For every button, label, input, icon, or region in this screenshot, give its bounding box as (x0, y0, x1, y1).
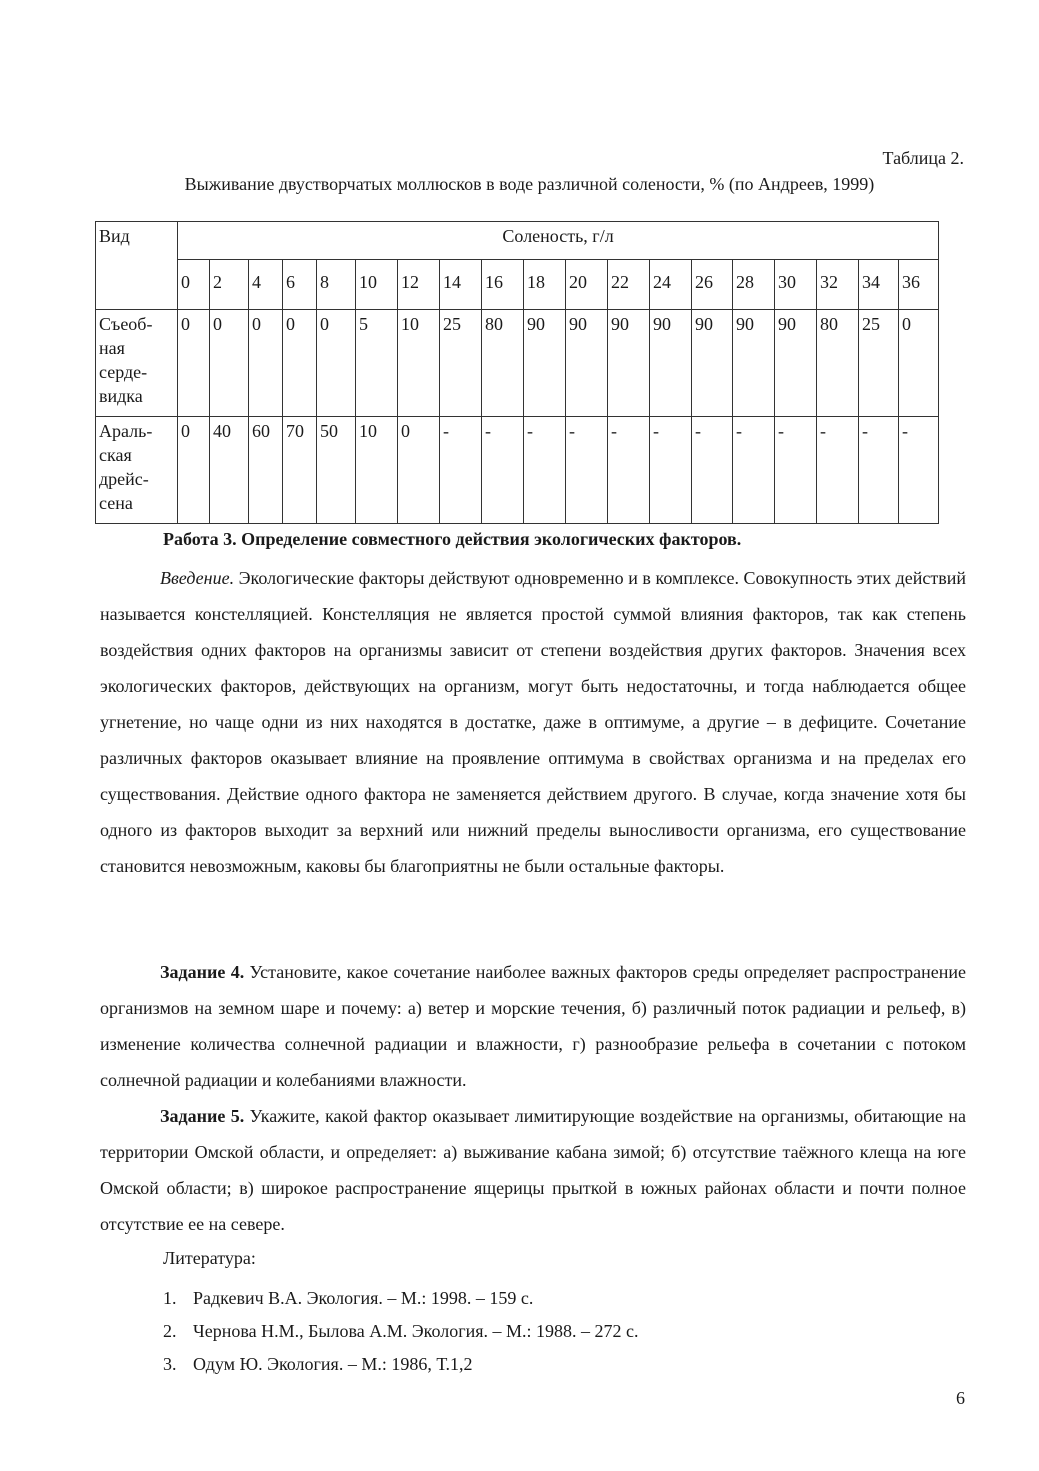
value-cell: 80 (482, 310, 524, 417)
value-cell: - (899, 417, 939, 524)
intro-label: Введение. (160, 568, 235, 588)
task4-text: Установите, какое сочетание наиболее важных факторов среды определяет распространение организмов на земном шаре и почему: а) ветер и морские течения, б) различный поток радиации и рельеф, в) изменение количества солнечной радиации и влажности, г) разнообразие рельефа в сочетании с потоком солнечной радиации и колебаниями влажности. (100, 962, 966, 1090)
value-cell: 40 (210, 417, 249, 524)
table-header-species: Вид (96, 222, 178, 310)
value-cell: 90 (608, 310, 650, 417)
value-cell: 60 (249, 417, 283, 524)
value-cell: - (817, 417, 859, 524)
value-cell: 70 (283, 417, 317, 524)
value-cell: 0 (178, 417, 210, 524)
salinity-header-cell: 24 (650, 260, 692, 310)
salinity-header-cell: 16 (482, 260, 524, 310)
task4-paragraph (100, 954, 966, 1098)
value-cell: - (566, 417, 608, 524)
value-cell: 90 (650, 310, 692, 417)
value-cell: - (775, 417, 817, 524)
value-cell: - (608, 417, 650, 524)
value-cell: 25 (440, 310, 482, 417)
salinity-header-cell: 0 (178, 260, 210, 310)
salinity-header-cell: 36 (899, 260, 939, 310)
value-cell: 0 (398, 417, 440, 524)
literature-item: 2. Чернова Н.М., Былова А.М. Экология. – М.: 1988. – 272 с. (163, 1321, 639, 1341)
salinity-table (95, 221, 939, 524)
value-cell: 25 (859, 310, 899, 417)
value-cell: - (692, 417, 733, 524)
intro-text: Экологические факторы действуют одновременно и в комплексе. Совокупность этих действий называется констелляцией. Констелляция не является простой суммой влияния факторов, так как степень воздействия одних факторов на организмы зависит от степени воздействия других факторов. Значения всех экологических факторов, действующих на организм, могут быть недостаточны, и тогда наблюдается общее угнетение, но чаще одни из них находятся в достатке, даже в оптимуме, а другие – в дефиците. Сочетание различных факторов оказывает влияние на проявление оптимума в свойствах организма и на пределах его существования. Действие одного фактора не заменяется действием другого. В случае, когда значение хотя бы одного из факторов выходит за верхний или нижний пределы выносливости организма, его существование становится невозможным, каковы бы благоприятны не были остальные факторы. (100, 568, 966, 876)
page-number: 6 (956, 1388, 965, 1408)
value-cell: 0 (899, 310, 939, 417)
salinity-header-cell: 14 (440, 260, 482, 310)
salinity-header-cell: 4 (249, 260, 283, 310)
salinity-header-cell: 32 (817, 260, 859, 310)
table-row (96, 310, 939, 417)
species-cell: Съеоб- ная серде- видка (96, 310, 178, 417)
salinity-header-cell: 26 (692, 260, 733, 310)
salinity-header-cell: 18 (524, 260, 566, 310)
task5-text: Укажите, какой фактор оказывает лимитирующие воздействие на организмы, обитающие на территории Омской области, и определяет: а) выживание кабана зимой; б) отсутствие таёжного клеща на юге Омской области; в) широкое распространение ящерицы прыткой в южных районах области и почти полное отсутствие ее на севере. (100, 1106, 966, 1234)
literature-heading: Литература: (163, 1248, 256, 1268)
salinity-header-cell: 12 (398, 260, 440, 310)
value-cell: 10 (356, 417, 398, 524)
value-cell: 90 (733, 310, 775, 417)
salinity-header-cell: 20 (566, 260, 608, 310)
task4-label: Задание 4. (160, 962, 245, 982)
value-cell: - (859, 417, 899, 524)
task5-paragraph (100, 1098, 966, 1242)
literature-item: 1. Радкевич В.А. Экология. – М.: 1998. – 159 с. (163, 1288, 534, 1308)
species-cell: Араль- ская дрейс- сена (96, 417, 178, 524)
value-cell: 5 (356, 310, 398, 417)
value-cell: 0 (210, 310, 249, 417)
value-cell: - (482, 417, 524, 524)
salinity-header-cell: 28 (733, 260, 775, 310)
literature-list (163, 1282, 639, 1381)
salinity-header-cell: 6 (283, 260, 317, 310)
value-cell: 90 (692, 310, 733, 417)
table-caption: Выживание двустворчатых моллюсков в воде различной солености, % (по Андреев, 1999) (184, 174, 875, 194)
value-cell: 90 (775, 310, 817, 417)
table-row (96, 417, 939, 524)
value-cell: 0 (249, 310, 283, 417)
table-header-salinity: Соленость, г/л (178, 222, 939, 260)
literature-item: 3. Одум Ю. Экология. – М.: 1986, Т.1,2 (163, 1354, 473, 1374)
section-title: Работа 3. Определение совместного действия экологических факторов. (163, 529, 742, 549)
salinity-header-cell: 2 (210, 260, 249, 310)
salinity-header-cell: 34 (859, 260, 899, 310)
value-cell: 50 (317, 417, 356, 524)
salinity-header-cell: 30 (775, 260, 817, 310)
value-cell: 80 (817, 310, 859, 417)
value-cell: 0 (283, 310, 317, 417)
intro-paragraph (100, 560, 966, 884)
value-cell: 90 (566, 310, 608, 417)
salinity-header-cell: 22 (608, 260, 650, 310)
salinity-header-cell: 8 (317, 260, 356, 310)
table-label: Таблица 2. (882, 148, 964, 168)
value-cell: - (440, 417, 482, 524)
value-cell: - (650, 417, 692, 524)
value-cell: 10 (398, 310, 440, 417)
task5-label: Задание 5. (160, 1106, 245, 1126)
value-cell: - (733, 417, 775, 524)
value-cell: 90 (524, 310, 566, 417)
salinity-header-cell: 10 (356, 260, 398, 310)
value-cell: 0 (317, 310, 356, 417)
value-cell: 0 (178, 310, 210, 417)
value-cell: - (524, 417, 566, 524)
